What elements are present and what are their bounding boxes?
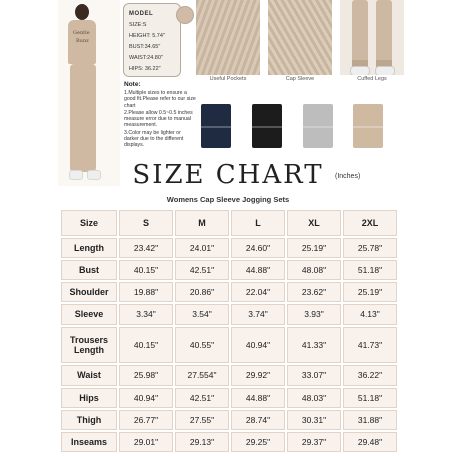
table-row <box>61 410 397 430</box>
measurement-value: 24.60" <box>231 238 285 258</box>
table-row <box>61 365 397 385</box>
measurement-value: 20.86" <box>175 282 229 302</box>
size-header-l: L <box>231 210 285 236</box>
ribbed-fabric <box>196 0 260 75</box>
measurement-label: Bust <box>61 260 117 280</box>
model-height: HEIGHT: 5.74" <box>129 33 165 39</box>
measurement-value: 19.88" <box>119 282 173 302</box>
table-row <box>61 388 397 408</box>
right-leg <box>376 0 392 68</box>
model-waist: WAIST:24.80" <box>129 55 163 61</box>
measurement-value: 33.07" <box>287 365 341 385</box>
measurement-value: 26.77" <box>119 410 173 430</box>
measurement-value: 40.15" <box>119 327 173 364</box>
left-leg <box>352 0 368 68</box>
measurement-label: Shoulder <box>61 282 117 302</box>
swatch-highlight <box>303 126 333 128</box>
model-hair <box>75 4 89 20</box>
measurement-value: 25.19" <box>287 238 341 258</box>
note-item: 3.Color may be lighter or darker due to the different displays. <box>124 129 184 149</box>
size-chart-title: SIZE CHART <box>132 160 324 190</box>
ribbed-fabric <box>268 0 332 75</box>
model-bust: BUST:34.65" <box>129 44 161 50</box>
measurement-value: 28.74" <box>231 410 285 430</box>
size-header-m: M <box>175 210 229 236</box>
measurement-value: 31.88" <box>343 410 397 430</box>
color-swatch-navy <box>201 104 231 148</box>
model-size: SIZE:S <box>129 22 147 28</box>
sleeve-caption: Cap Sleeve <box>268 75 332 84</box>
color-swatch-khaki <box>353 104 383 148</box>
model-thumbnail <box>176 6 194 24</box>
measurement-value: 40.15" <box>119 260 173 280</box>
legs-detail-photo <box>340 0 404 84</box>
model-info-card <box>123 3 181 77</box>
measurement-value: 22.04" <box>231 282 285 302</box>
measurement-value: 48.08" <box>287 260 341 280</box>
measurement-value: 3.93" <box>287 304 341 324</box>
measurement-value: 44.88" <box>231 260 285 280</box>
measurement-value: 29.37" <box>287 432 341 452</box>
measurement-value: 42.51" <box>175 260 229 280</box>
measurement-value: 29.48" <box>343 432 397 452</box>
color-swatch-gray <box>303 104 333 148</box>
size-header-2xl: 2XL <box>343 210 397 236</box>
measurement-label: Waist <box>61 365 117 385</box>
table-row <box>61 432 397 452</box>
table-row <box>61 260 397 280</box>
measurement-value: 29.01" <box>119 432 173 452</box>
notes-section <box>124 81 196 171</box>
pocket-detail-photo <box>196 0 260 84</box>
measurement-value: 30.31" <box>287 410 341 430</box>
model-info-title: MODEL <box>129 11 154 17</box>
table-row <box>61 304 397 324</box>
model-photo <box>58 0 120 186</box>
table-row <box>61 238 397 258</box>
measurement-value: 51.18" <box>343 260 397 280</box>
product-subtitle: Womens Cap Sleeve Jogging Sets <box>166 195 290 204</box>
measurement-value: 24.01" <box>175 238 229 258</box>
measurement-value: 40.94" <box>119 388 173 408</box>
measurement-value: 25.78" <box>343 238 397 258</box>
measurement-value: 41.73" <box>343 327 397 364</box>
size-column-header: Size <box>61 210 117 236</box>
table-row <box>61 327 397 364</box>
measurement-value: 3.34" <box>119 304 173 324</box>
color-swatch-black <box>252 104 282 148</box>
measurement-value: 25.19" <box>343 282 397 302</box>
sleeve-detail-photo <box>268 0 332 84</box>
measurement-value: 3.74" <box>231 304 285 324</box>
note-item: 2.Please allow 0.5~0.5 inches measure error due to manual measurement. <box>124 109 193 129</box>
legs-caption: Cuffed Legs <box>340 75 404 84</box>
measurement-label: Length <box>61 238 117 258</box>
size-header-s: S <box>119 210 173 236</box>
measurement-value: 42.51" <box>175 388 229 408</box>
measurement-value: 40.55" <box>175 327 229 364</box>
measurement-value: 51.18" <box>343 388 397 408</box>
swatch-highlight <box>353 126 383 128</box>
size-table <box>59 208 399 454</box>
table-body <box>61 238 397 452</box>
measurement-value: 27.55" <box>175 410 229 430</box>
swatch-highlight <box>201 126 231 128</box>
measurement-value: 41.33" <box>287 327 341 364</box>
top-print-line-2: Bunz <box>76 38 89 44</box>
measurement-value: 29.92" <box>231 365 285 385</box>
table-header-row <box>61 210 397 236</box>
model-hips: HIPS: 36.22" <box>129 66 161 72</box>
measurement-value: 29.13" <box>175 432 229 452</box>
measurement-value: 3.54" <box>175 304 229 324</box>
measurement-label: Inseams <box>61 432 117 452</box>
measurement-label: Hips <box>61 388 117 408</box>
measurement-value: 40.94" <box>231 327 285 364</box>
top-print-line-1: Gentle <box>73 30 90 36</box>
measurement-label: Sleeve <box>61 304 117 324</box>
measurement-value: 44.88" <box>231 388 285 408</box>
pocket-caption: Useful Pockets <box>196 75 260 84</box>
measurement-label: Thigh <box>61 410 117 430</box>
measurement-value: 25.98" <box>119 365 173 385</box>
measurement-value: 48.03" <box>287 388 341 408</box>
measurement-value: 23.62" <box>287 282 341 302</box>
measurement-label: Trousers Length <box>61 327 117 364</box>
note-item: 1.Multiple sizes to ensure a good fit.Please refer to our size chart <box>124 90 196 109</box>
units-label: (Inches) <box>335 173 361 180</box>
swatch-highlight <box>252 126 282 128</box>
notes-heading: Note: <box>124 81 141 88</box>
table-row <box>61 282 397 302</box>
measurement-value: 36.22" <box>343 365 397 385</box>
model-joggers <box>70 64 96 172</box>
size-header-xl: XL <box>287 210 341 236</box>
measurement-value: 27.554" <box>175 365 229 385</box>
measurement-value: 4.13" <box>343 304 397 324</box>
measurement-value: 23.42" <box>119 238 173 258</box>
measurement-value: 29.25" <box>231 432 285 452</box>
